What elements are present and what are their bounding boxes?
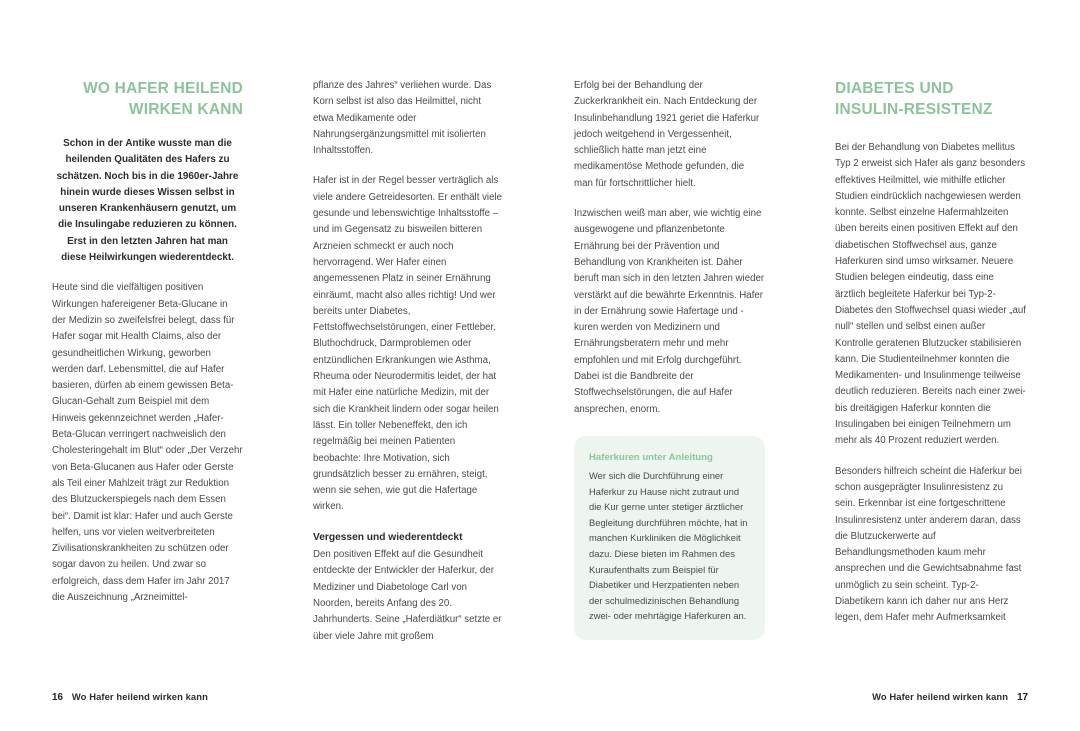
column-2-paragraph-3: Den positiven Effekt auf die Gesundheit entdeckte der Entwickler der Haferkur, der Mediziner und Diabetologe Carl von Noorden, bereits Anfang des 20. Jahrhunderts. Seine „Haferdiätkur“ setzte er über viele Jahre mit großem (313, 549, 502, 642)
column-4-paragraph-1: Bei der Behandlung von Diabetes mellitus Typ 2 erweist sich Hafer als ganz besonders effektives Heilmittel, wie mithilfe etlicher Studien eindrücklich nachgewiesen werden konnte. Selbst einzelne Hafermahlzeiten üben bereits einen positiven Effekt auf den diabetischen Stoffwechsel aus, ganze Haferkuren sind umso wirksamer. Neuere Studien belegen eindeutig, dass eine ärztlich begleitete Haferkur bei Typ-2-Diabetes den Stoffwechsel quasi wieder „auf null“ stellen und selbst einen außer Kontrolle geratenen Blutzucker stabilisieren kann. Die Studienteilnehmer konnten die Medikamenten- und Insulinmenge teilweise deutlich reduzieren. Bereits nach einer zwei- bis dreitägigen Haferkur konnten die Insulingaben bei einigen Teilnehmern um mehr als 40 Prozent reduziert werden. (835, 142, 1026, 447)
column-1-paragraph-1: Heute sind die vielfältigen positiven Wirkungen hafereigener Beta-Glucane in der Medizin so zweifelsfrei belegt, dass für Hafer sogar mit Health Claims, also der gesundheitlichen Wirkung, geworben werden darf. Lebensmittel, die auf Hafer basieren, dürfen ab einem gewissen Beta-Glucan-Gehalt zum Beispiel mit dem Hinweis gekennzeichnet werden „Hafer-Beta-Glucan verringert nachweislich den Cholesteringehalt im Blut“ oder „Der Verzehr von Beta-Glucanen aus Hafer oder Gerste als Teil einer Mahlzeit trägt zur Reduktion des Blutzuckerspiegels nach dem Essen bei“. Damit ist klar: Hafer und auch Gerste helfen, uns vor vielen weitverbreiteten Zivilisationskrankheiten zu schützen oder sogar davon zu heilen. Und zwar so erfolgreich, dass dem Hafer im Jahr 2017 die Auszeichnung „Arzneimittel- (52, 282, 243, 604)
column-1 (52, 78, 243, 658)
chapter-title: WO HAFER HEILEND WIRKEN KANN (83, 80, 243, 118)
column-3-paragraph-2: Inzwischen weiß man aber, wie wichtig eine ausgewogene und pflanzenbetonte Ernährung bei der Prävention und Behandlung von Krankheiten ist. Daher beruft man sich in den letzten Jahren wieder verstärkt auf die bewährte Erkenntnis. Hafer in der Ernährung sowie Hafertage und -kuren werden von Medizinern und Ernährungsberatern mehr und mehr empfohlen und mit Erfolg durchgeführt. Dabei ist die Bandbreite der Stoffwechselstörungen, die auf Hafer ansprechen, enorm. (574, 208, 765, 415)
column-3-paragraph-1: Erfolg bei der Behandlung der Zuckerkrankheit ein. Nach Entdeckung der Insulinbehandlung 1921 geriet die Haferkur jedoch weitgehend in Vergessenheit, schließlich hatte man jetzt eine medikamentöse Methode gefunden, die man für fortschrittlicher hielt. (574, 80, 760, 189)
page-footer (52, 690, 1028, 704)
callout-title: Haferkuren unter Anleitung (589, 451, 713, 463)
column-2-paragraph-2: Hafer ist in der Regel besser verträglich als viele andere Getreidesorten. Er enthält viele gesunde und lebenswichtige Inhaltsstoffe – und im Gegensatz zu bisweilen bitteren Arzneien schmeckt er auch noch hervorragend. Wer Hafer einen angemessenen Platz in seiner Ernährung einräumt, macht also alles richtig! Und wer bereits unter Diabetes, Fettstoffwechselstörungen, einer Fettleber, Bluthochdruck, Darmproblemen oder entzündlichen Erkrankungen wie Asthma, Rheuma oder Neurodermitis leidet, der hat mit Hafer eine natürliche Medizin, mit der sich die Krankheit lindern oder sogar heilen lässt. Ein toller Nebeneffekt, den ich regelmäßig bei meinen Patienten beobachte: Ihre Motivation, sich grundsätzlich besser zu ernähren, steigt, wenn sie sehen, wie gut die Hafertage wirken. (313, 175, 503, 513)
running-head-right: Wo Hafer heilend wirken kann (872, 691, 1009, 702)
column-3 (574, 78, 765, 658)
column-4-paragraph-2: Besonders hilfreich scheint die Haferkur bei schon ausgeprägter Insulinresistenz zu sein. Erkennbar ist eine fortgeschrittene Insulinresistenz unter anderem daran, dass die Blutzuckerwerte auf Behandlungsmethoden kaum mehr ansprechen und die Gewichtsabnahme fast unmöglich zu sein scheint. Typ-2-Diabetikern kann ich daher nur ans Herz legen, dem Hafer mehr Aufmerksamkeit (835, 465, 1022, 624)
callout-box (574, 436, 765, 640)
chapter-intro-paragraph: Schon in der Antike wusste man die heilenden Qualitäten des Hafers zu schätzen. Noch bis in die 1960er-Jahre hinein wurde dieses Wissen selbst in unseren Krankenhäusern genutzt, um die Insulingabe reduzieren zu können. Erst in den letzten Jahren hat man diese Heilwirkungen wiederentdeckt. (56, 138, 239, 264)
section-title-diabetes: DIABETES UND INSULIN-RESISTENZ (835, 80, 993, 118)
section-subheading: Vergessen und wiederentdeckt (313, 531, 463, 543)
running-head-left: Wo Hafer heilend wirken kann (71, 691, 208, 702)
footer-left (52, 691, 208, 703)
column-4 (835, 78, 1026, 658)
column-2-paragraph-1: pflanze des Jahres“ verliehen wurde. Das Korn selbst ist also das Heilmittel, nicht etwa Medikamente oder Nahrungsergänzungsmittel mit isolierten Inhaltsstoffen. (313, 80, 492, 157)
column-2 (313, 78, 504, 658)
column-grid (52, 78, 1028, 658)
footer-right (872, 691, 1028, 703)
folio-left: 16 (52, 692, 63, 703)
folio-right: 17 (1017, 692, 1028, 703)
callout-body: Wer sich die Durchführung einer Haferkur zu Hause nicht zutraut und die Kur gerne unter stetiger ärztlicher Begleitung durchführen möchte, hat in manchen Kurkliniken die Möglichkeit dazu. Diese bieten im Rahmen des Kuraufenthalts zum Beispiel für Diabetiker und Herzpatienten neben der schulmedizinischen Behandlung zwei- oder mehrtägige Haferkuren an. (589, 469, 748, 622)
